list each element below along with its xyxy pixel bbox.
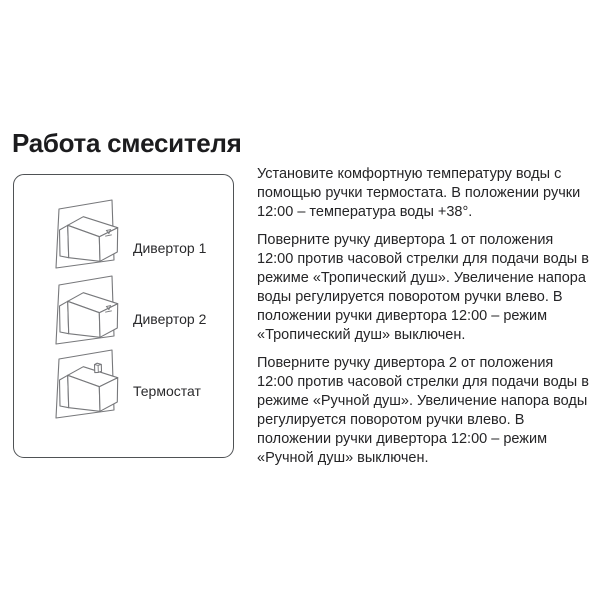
knob-label-divertor-1: Дивертор 1 — [133, 240, 207, 256]
knob-label-thermostat: Термостат — [133, 383, 201, 399]
instructions-column — [257, 165, 589, 468]
knob-illustration-divertor-1 — [50, 196, 122, 272]
knob-label-divertor-2: Дивертор 2 — [133, 311, 207, 327]
knob-illustration-divertor-2 — [50, 272, 122, 348]
page-title: Работа смесителя — [12, 128, 242, 158]
instruction-paragraph-divertor-2: Поверните ручку дивертора 2 от положения 12:00 против часовой стрелки для подачи воды в режиме «Ручной душ». Увеличение напора воды регулируется поворотом ручки влево. В положении ручки дивертора 12:00 – режим «Ручной душ» выключен. — [257, 355, 589, 466]
instruction-paragraph-thermostat: Установите комфортную температуру воды с помощью ручки термостата. В положении ручки 12:00 – температура воды +38°. — [257, 166, 581, 220]
instruction-paragraph-divertor-1: Поверните ручку дивертора 1 от положения 12:00 против часовой стрелки для подачи воды в режиме «Тропический душ». Увеличение напора воды регулируется поворотом ручки влево. В положении ручки дивертора 12:00 – режим «Тропический душ» выключен. — [257, 232, 589, 343]
diagram-box — [13, 174, 234, 458]
knob-illustration-thermostat — [50, 346, 122, 422]
